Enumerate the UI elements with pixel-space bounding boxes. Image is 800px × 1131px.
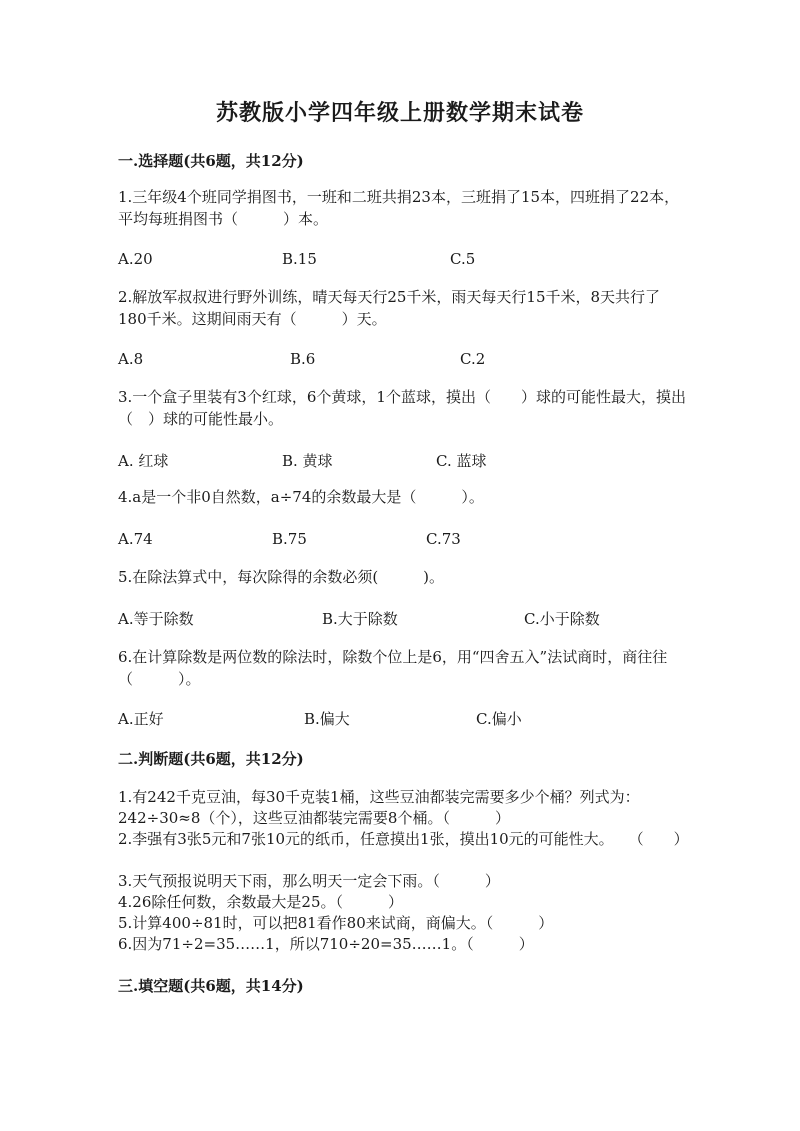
question-1: 1.三年级4个班同学捐图书，一班和二班共捐23本，三班捐了15本，四班捐了22本，平均每班捐图书（ ）本。: [118, 188, 680, 228]
option-3a: A. 红球: [118, 452, 169, 470]
judge-item-1: 1.有242千克豆油，每30千克装1桶，这些豆油都装完需要多少个桶？列式为：242÷30≈8（个），这些豆油都装完需要8个桶。（ ）: [118, 788, 640, 827]
option-6b: B.偏大: [304, 710, 350, 728]
option-6c: C.偏小: [476, 710, 522, 728]
question-6: 6.在计算除数是两位数的除法时，除数个位上是6，用“四舍五入”法试商时，商往往（ ）。: [118, 648, 668, 688]
option-4b: B.75: [272, 530, 307, 548]
option-3b: B. 黄球: [282, 452, 333, 470]
option-4a: A.74: [118, 530, 153, 548]
option-5b: B.大于除数: [322, 610, 398, 628]
section-heading-fill: 三.填空题(共6题，共14分): [118, 977, 304, 995]
question-3: 3.一个盒子里装有3个红球，6个黄球，1个蓝球，摸出（ ）球的可能性最大，摸出（ ）球的可能性最小。: [118, 388, 686, 428]
question-5: 5.在除法算式中，每次除得的余数必须( )。: [118, 568, 445, 586]
page-title: 苏教版小学四年级上册数学期末试卷: [215, 100, 584, 126]
option-6a: A.正好: [118, 710, 164, 728]
option-1b: B.15: [282, 250, 317, 268]
option-5a: A.等于除数: [118, 610, 194, 628]
judge-item-5: 5.计算400÷81时，可以把81看作80来试商，商偏大。（ ）: [118, 914, 554, 932]
option-4c: C.73: [426, 530, 461, 548]
option-2c: C.2: [460, 350, 486, 368]
option-1a: A.20: [118, 250, 153, 268]
option-2b: B.6: [290, 350, 316, 368]
option-1c: C.5: [450, 250, 476, 268]
judge-item-6: 6.因为71÷2=35……1，所以710÷20=35……1。（ ）: [118, 935, 534, 953]
judge-item-4: 4.26除任何数，余数最大是25。（ ）: [118, 893, 403, 911]
option-5c: C.小于除数: [524, 610, 600, 628]
option-2a: A.8: [118, 350, 144, 368]
judge-item-3: 3.天气预报说明天下雨，那么明天一定会下雨。（ ）: [118, 872, 500, 890]
question-4: 4.a是一个非0自然数，a÷74的余数最大是（ ）。: [118, 488, 484, 506]
option-3c: C. 蓝球: [436, 452, 487, 470]
judge-item-2: 2.李强有3张5元和7张10元的纸币，任意摸出1张，摸出10元的可能性大。 （ ）: [118, 830, 689, 848]
question-2: 2.解放军叔叔进行野外训练，晴天每天行25千米，雨天每天行15千米，8天共行了180千米。这期间雨天有（ ）天。: [118, 288, 661, 328]
section-heading-judge: 二.判断题(共6题，共12分): [118, 750, 304, 768]
section-heading-choice: 一.选择题(共6题，共12分): [118, 152, 304, 170]
